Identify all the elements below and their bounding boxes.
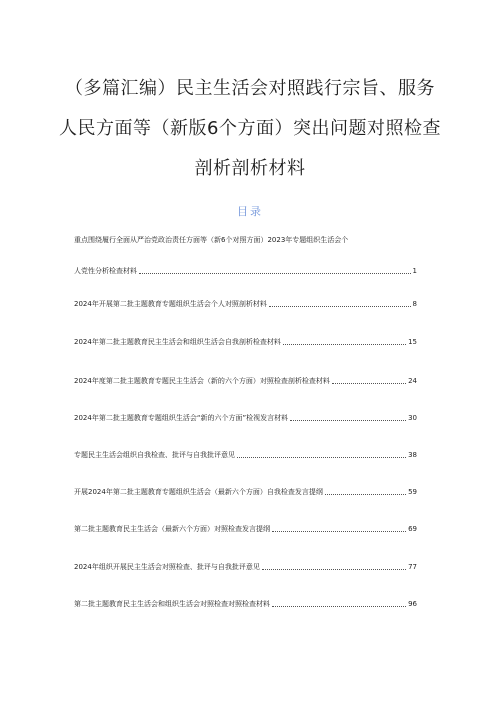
toc-leader-dots xyxy=(262,568,406,570)
toc-entry[interactable] xyxy=(74,377,417,386)
toc-entry-page: 30 xyxy=(408,414,417,422)
toc-leader-dots xyxy=(237,456,406,458)
toc-entry-first-line: 重点围绕履行全面从严治党政治责任方面等（新6个对照方面）2023年专题组织生活会个 xyxy=(74,236,349,244)
toc-entry-page: 69 xyxy=(408,525,417,533)
toc-leader-dots xyxy=(290,419,406,421)
toc-entry-label: 人党性分析检查材料 xyxy=(74,267,137,275)
toc-entry-page: 24 xyxy=(408,377,417,385)
toc-entry-page: 15 xyxy=(408,338,417,346)
toc-entry-page: 38 xyxy=(408,451,417,459)
document-title-line-1: （多篇汇编）民主生活会对照践行宗旨、服务 xyxy=(65,78,435,99)
toc-entry-page: 77 xyxy=(408,563,417,571)
toc-leader-dots xyxy=(283,343,406,345)
toc-leader-dots xyxy=(272,605,406,607)
toc-entry[interactable] xyxy=(74,600,417,609)
toc-entry[interactable] xyxy=(74,525,417,534)
toc-leader-dots xyxy=(325,493,406,495)
toc-entry-page: 1 xyxy=(412,267,417,275)
toc-entry-label: 第二批主题教育民主生活会（最新六个方面）对照检查发言提纲 xyxy=(74,525,270,533)
toc-entry[interactable] xyxy=(74,488,417,497)
toc-leader-dots xyxy=(332,382,406,384)
toc-entry-label: 2024年第二批主题教育民主生活会和组织生活会自我剖析检查材料 xyxy=(74,338,281,346)
toc-heading: 目录 xyxy=(237,205,263,218)
toc-entry[interactable] xyxy=(74,338,417,347)
toc-leader-dots xyxy=(269,305,411,307)
document-title-line-3: 剖析剖析材料 xyxy=(194,158,306,179)
toc-entry[interactable] xyxy=(74,563,417,572)
toc-entry[interactable] xyxy=(74,451,417,460)
toc-entry-label: 2024年第二批主题教育专题组织生活会“新的六个方面”检视发言材料 xyxy=(74,414,289,422)
toc-leader-dots xyxy=(139,272,411,274)
toc-leader-dots xyxy=(272,530,406,532)
document-title-line-2: 人民方面等（新版6个方面）突出问题对照检查 xyxy=(59,118,441,139)
toc-entry-label: 第二批主题教育民主生活会和组织生活会对照检查对照检查材料 xyxy=(74,600,270,608)
toc-entry[interactable] xyxy=(74,236,417,276)
toc-entry-page: 59 xyxy=(408,488,417,496)
toc-entry-page: 96 xyxy=(408,600,417,608)
toc-entry-label: 2024年度第二批主题教育专题民主生活会（新的六个方面）对照检查剖析检查材料 xyxy=(74,377,330,385)
toc-entry-label: 2024年组织开展民主生活会对照检查、批评与自我批评意见 xyxy=(74,563,260,571)
toc-entry-label: 开展2024年第二批主题教育专题组织生活会（最新六个方面）自我检查发言提纲 xyxy=(74,488,323,496)
toc-entry-page: 8 xyxy=(412,300,417,308)
toc-entry-label: 专题民主生活会组织自我检查、批评与自我批评意见 xyxy=(74,451,235,459)
toc-entry[interactable] xyxy=(74,300,417,309)
toc-entry-label: 2024年开展第二批主题教育专题组织生活会个人对照剖析材料 xyxy=(74,300,267,308)
toc-entry[interactable] xyxy=(74,414,417,423)
